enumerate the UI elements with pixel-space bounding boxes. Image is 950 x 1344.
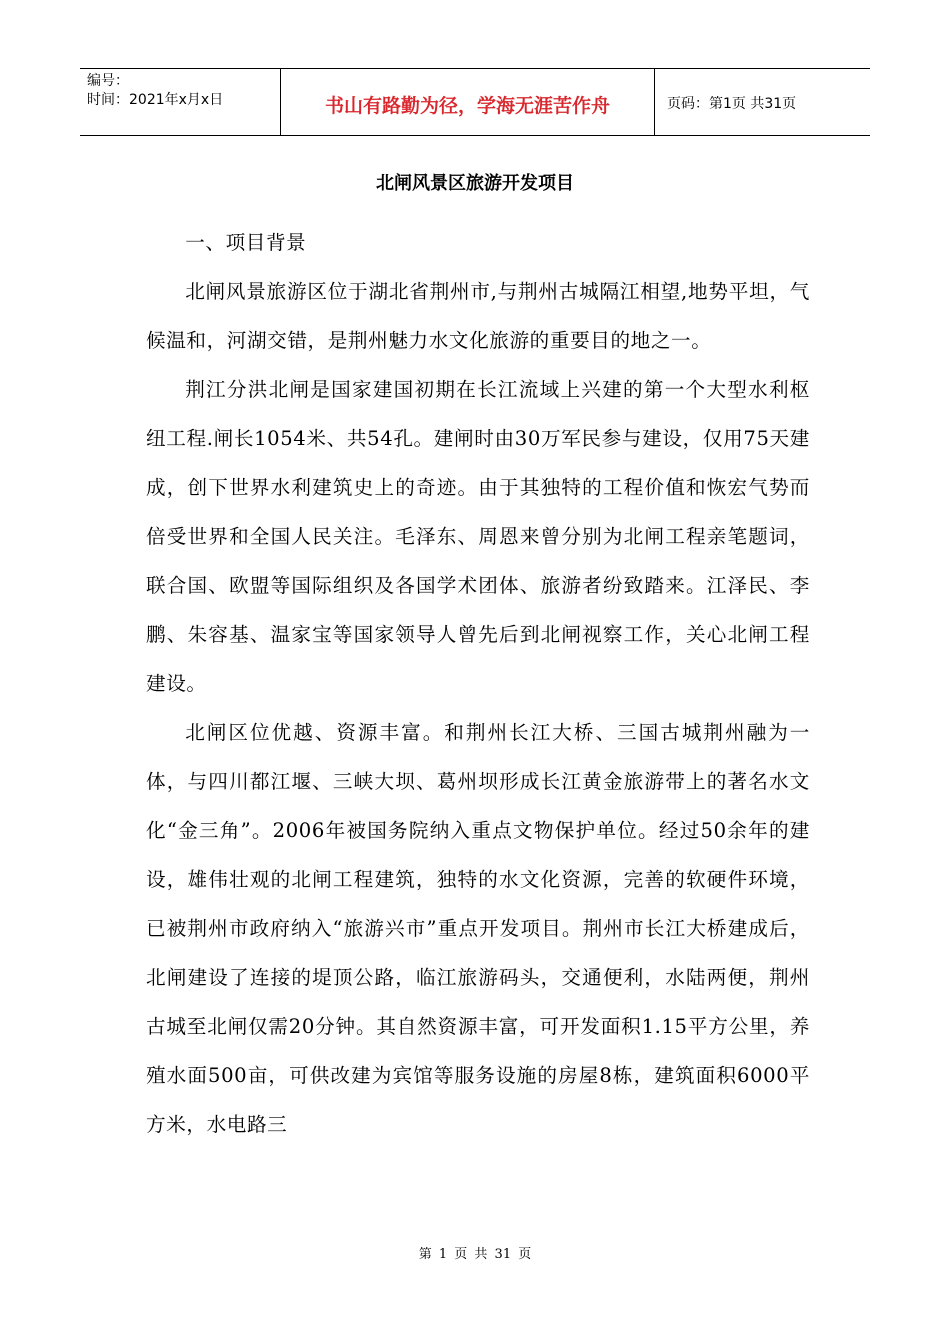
header-motto-cell bbox=[281, 69, 655, 135]
number-label: 编号： bbox=[87, 73, 129, 89]
paragraph-1: 北闸风景旅游区位于湖北省荆州市,与荆州古城隔江相望,地势平坦，气候温和，河湖交错，是荆州魅力水文化旅游的重要目的地之一。 bbox=[146, 280, 810, 352]
document-title: 北闸风景区旅游开发项目 bbox=[376, 173, 574, 194]
motto-text: 书山有路勤为径，学海无涯苦作舟 bbox=[324, 94, 610, 117]
header-page-cell bbox=[655, 69, 870, 135]
document-body bbox=[146, 218, 810, 1149]
section-heading: 一、项目背景 bbox=[185, 231, 307, 254]
header-meta-cell bbox=[80, 69, 281, 135]
page-info: 页码：第1页 共31页 bbox=[667, 96, 797, 112]
page-header bbox=[80, 68, 870, 136]
time-label: 时间：2021年x月x日 bbox=[87, 92, 224, 108]
paragraph-2: 荆江分洪北闸是国家建国初期在长江流域上兴建的第一个大型水利枢纽工程.闸长1054米、共54孔。建闸时由30万军民参与建设，仅用75天建成，创下世界水利建筑史上的奇迹。由于其独特的工程价值和恢宏气势而倍受世界和全国人民关注。毛泽东、周恩来曾分别为北闸工程亲笔题词，联合国、欧盟等国际组织及各国学术团体、旅游者纷致踏来。江泽民、李鹏、朱容基、温家宝等国家领导人曾先后到北闸视察工作，关心北闸工程建设。 bbox=[146, 378, 810, 695]
page-footer: 第 1 页 共 31 页 bbox=[418, 1247, 532, 1262]
paragraph-3: 北闸区位优越、资源丰富。和荆州长江大桥、三国古城荆州融为一体，与四川都江堰、三峡大坝、葛州坝形成长江黄金旅游带上的著名水文化“金三角”。2006年被国务院纳入重点文物保护单位。经过50余年的建设，雄伟壮观的北闸工程建筑，独特的水文化资源，完善的软硬件环境，已被荆州市政府纳入“旅游兴市”重点开发项目。荆州市长江大桥建成后，北闸建设了连接的堤顶公路，临江旅游码头，交通便利，水陆两便，荆州古城至北闸仅需20分钟。其自然资源丰富，可开发面积1.15平方公里，养殖水面500亩，可供改建为宾馆等服务设施的房屋8栋，建筑面积6000平方米，水电路三 bbox=[146, 721, 810, 1136]
